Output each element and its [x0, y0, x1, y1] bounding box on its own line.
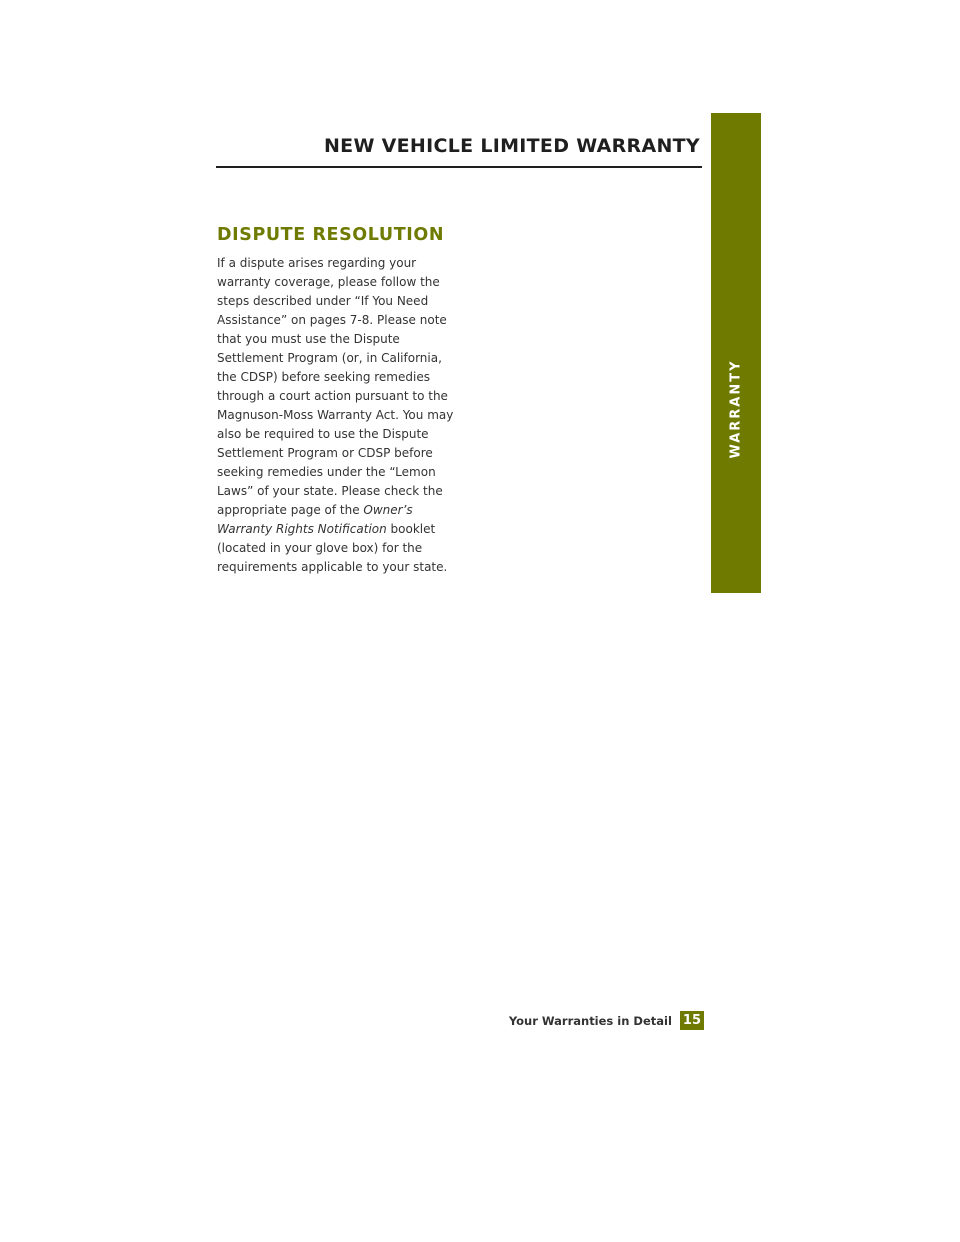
- body-line: Settlement Program or CDSP before: [217, 446, 433, 460]
- page-header-title: NEW VEHICLE LIMITED WARRANTY: [323, 135, 700, 157]
- body-line: [217, 501, 453, 520]
- body-line: Settlement Program (or, in California,: [217, 351, 442, 365]
- section-body: [217, 254, 453, 577]
- body-text-fragment: appropriate page of the: [217, 503, 364, 517]
- body-line: seeking remedies under the “Lemon: [217, 465, 436, 479]
- body-line: [217, 520, 453, 539]
- body-line: If a dispute arises regarding your: [217, 256, 417, 270]
- body-line: warranty coverage, please follow the: [217, 275, 440, 289]
- booklet-title-part: Warranty Rights Notification: [217, 522, 387, 536]
- body-line: also be required to use the Dispute: [217, 427, 429, 441]
- body-line: Assistance” on pages 7-8. Please note: [217, 313, 447, 327]
- body-line: Laws” of your state. Please check the: [217, 484, 443, 498]
- body-line: (located in your glove box) for the: [217, 541, 423, 555]
- body-line: that you must use the Dispute: [217, 332, 400, 346]
- body-line: through a court action pursuant to the: [217, 389, 448, 403]
- header-divider: [216, 166, 702, 168]
- body-text-fragment: booklet: [386, 522, 436, 536]
- body-line: steps described under “If You Need: [217, 294, 429, 308]
- side-tab-label: WARRANTY: [728, 359, 744, 459]
- body-line: the CDSP) before seeking remedies: [217, 370, 430, 384]
- body-line: requirements applicable to your state.: [217, 560, 448, 574]
- footer-label: Your Warranties in Detail: [508, 1013, 672, 1028]
- page-footer: [509, 1011, 704, 1030]
- section-side-tab: [711, 113, 761, 593]
- body-line: Magnuson-Moss Warranty Act. You may: [217, 408, 454, 422]
- booklet-title-part: Owner’s: [363, 503, 413, 517]
- section-heading: DISPUTE RESOLUTION: [217, 225, 445, 245]
- page-number-badge: 15: [680, 1011, 704, 1030]
